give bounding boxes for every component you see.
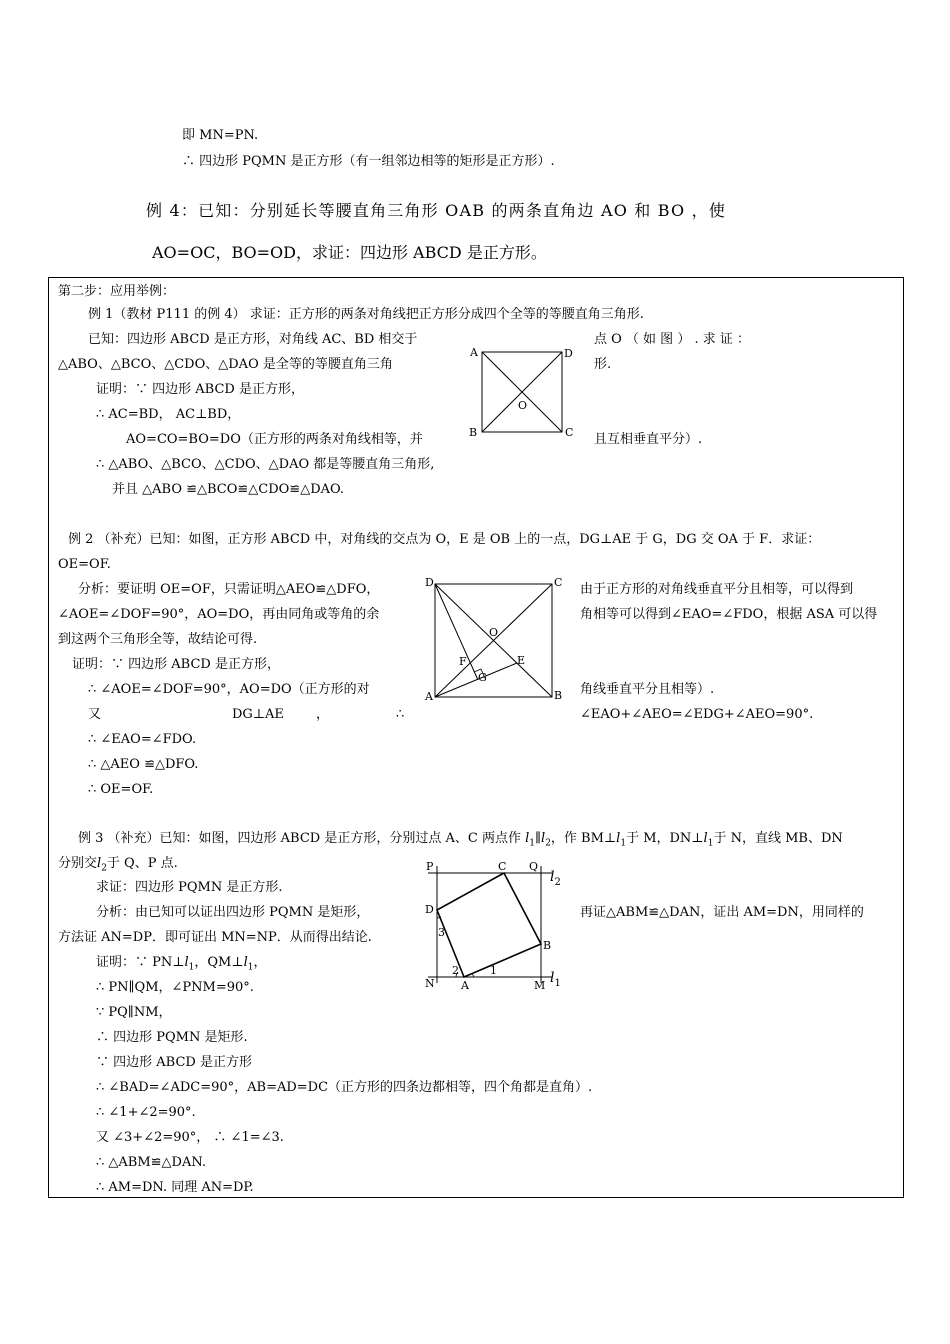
ex3-proof-7: ∴ ∠1+∠2=90°.: [96, 1105, 196, 1120]
ex2-proof-2a: ∴ ∠AOE=∠DOF=90°，AO=DO（正方形的对: [88, 682, 370, 697]
ex2-proof-2b: 角线垂直平分且相等）.: [580, 682, 715, 697]
ex2-proof-1: 证明：∵ 四边形 ABCD 是正方形，: [72, 657, 280, 672]
ex2-square-figure: [420, 575, 570, 705]
ex1-proof-4: ∴ △ABO、△BCO、△CDO、△DAO 都是等腰直角三角形,: [96, 457, 435, 472]
label-g: G: [478, 671, 487, 684]
ex1-proof-3a: AO=CO=BO=DO（正方形的两条对角线相等，并: [126, 432, 423, 447]
ex3-proof-9: ∴ △ABM≌△DAN.: [96, 1155, 207, 1170]
ex2-proof-3d: ∴: [396, 707, 405, 722]
label-f: F: [459, 655, 467, 668]
ex2-proof-3a: 又: [88, 707, 102, 722]
ex3-question: 求证：四边形 PQMN 是正方形.: [96, 880, 283, 895]
ex2-proof-3c: ，: [316, 707, 330, 722]
ex2-proof-6: ∴ OE=OF.: [88, 782, 154, 797]
ex3-proof-1: 证明：∵ $PN\perp l_1$，$QM\perp l_1$，: [96, 955, 267, 973]
ex3-analysis-2: 方法证 AN=DP．即可证出 MN=NP．从而得出结论.: [58, 930, 372, 945]
label-b: B: [543, 939, 552, 952]
ex3-proof-3: ∵ PQ∥NM，: [96, 1005, 172, 1020]
label-n: N: [425, 977, 435, 990]
label-l2: $l_2$: [550, 869, 561, 888]
ex2-analysis-1a: 分析：要证明 OE=OF，只需证明△AEO≌△DFO，: [78, 582, 380, 597]
ex1-line-1b: 点 O （ 如 图 ） . 求 证 ：: [594, 332, 750, 347]
label-d: D: [564, 347, 573, 360]
label-a: A: [461, 979, 469, 992]
ex2-analysis-1b: 由于正方形的对角线垂直平分且相等，可以得到: [580, 582, 854, 597]
label-3: 3: [438, 926, 445, 939]
ex1-proof-5: 并且 △ABO ≌△BCO≌△CDO≌△DAO.: [112, 482, 345, 497]
ex1-line-2a: △ABO、△BCO、△CDO、△DAO 是全等的等腰直角三角: [58, 357, 393, 372]
ex3-proof-5: ∵ 四边形 ABCD 是正方形: [96, 1055, 252, 1070]
label-b: B: [554, 689, 563, 702]
ex1-proof-2: ∴ AC=BD， AC⊥BD，: [96, 407, 241, 422]
label-m: M: [534, 979, 546, 992]
ex1-title: 例 1（教材 P111 的例 4） 求证：正方形的两条对角线把正方形分成四个全等的等腰直角三角形.: [88, 307, 644, 322]
ex2-analysis-2b: 角相等可以得到∠EAO=∠FDO，根据 ASA 可以得: [580, 607, 878, 622]
ex3-title-2: 分别交$l_2$于 Q、P 点.: [58, 856, 178, 874]
top-line-1: 即 MN=PN.: [182, 128, 259, 143]
label-d: D: [425, 576, 434, 589]
ex1-line-2b: 形.: [594, 357, 612, 372]
ex3-proof-10: ∴ AM=DN. 同理 AN=DP.: [96, 1180, 254, 1195]
label-l1: $l_1$: [550, 970, 561, 989]
ex2-title-2: OE=OF.: [58, 557, 111, 572]
label-o: O: [489, 626, 499, 639]
ex3-analysis-1b: 再证△ABM≌△DAN，证出 AM=DN，用同样的: [580, 905, 864, 920]
ex2-proof-5: ∴ △AEO ≌△DFO.: [88, 757, 199, 772]
label-b: B: [469, 426, 478, 439]
ex3-square-figure: [420, 858, 580, 993]
ex1-proof-1: 证明：∵ 四边形 ABCD 是正方形，: [96, 382, 304, 397]
ex1-proof-3b: 且互相垂直平分）.: [594, 432, 703, 447]
top-line-2: ∴ 四边形 PQMN 是正方形（有一组邻边相等的矩形是正方形）.: [182, 154, 555, 169]
ex3-analysis-1a: 分析：由已知可以证出四边形 PQMN 是矩形，: [96, 905, 370, 920]
ex1-square-figure: [465, 343, 585, 443]
label-c: C: [565, 426, 574, 439]
label-2: 2: [452, 964, 459, 977]
label-e: E: [517, 654, 526, 667]
ex3-proof-2: ∴ PN∥QM，∠PNM=90°.: [96, 980, 254, 995]
ex3-proof-8: 又 ∠3+∠2=90°， ∴ ∠1=∠3.: [96, 1130, 284, 1145]
ex1-line-1a: 已知：四边形 ABCD 是正方形，对角线 AC、BD 相交于: [88, 332, 418, 347]
label-p: P: [426, 860, 434, 873]
label-a: A: [470, 346, 478, 359]
ex3-proof-4: ∴ 四边形 PQMN 是矩形.: [96, 1030, 248, 1045]
ex2-proof-3e: ∠EAO+∠AEO=∠EDG+∠AEO=90°.: [580, 707, 814, 722]
ex3-title-1: 例 3 （补充）已知：如图，四边形 ABCD 是正方形，分别过点 A、C 两点作 $l_1\parallel l_2$，作 $BM\perp l_1$于 M，$DN\perp l_1$于 N，直线 MB、DN: [78, 831, 843, 849]
ex3-proof-6: ∴ ∠BAD=∠ADC=90°，AB=AD=DC（正方形的四条边都相等，四个角都是直角）.: [96, 1080, 593, 1095]
step2-heading: 第二步：应用举例：: [58, 284, 176, 299]
ex2-analysis-3: 到这两个三角形全等，故结论可得.: [58, 632, 258, 647]
ex3-title-1a: 例 3 （补充）已知：如图，四边形 ABCD 是正方形，分别过点 A、C 两点作: [78, 831, 526, 846]
label-c: C: [554, 576, 563, 589]
ex2-title-1: 例 2 （补充）已知：如图，正方形 ABCD 中，对角线的交点为 O，E 是 OB 上的一点，DG⊥AE 于 G，DG 交 OA 于 F．求证：: [68, 532, 821, 547]
label-q: Q: [529, 860, 539, 873]
example-4-line-2: AO=OC，BO=OD，求证：四边形 ABCD 是正方形。: [152, 243, 547, 262]
ex2-analysis-2a: ∠AOE=∠DOF=90°，AO=DO，再由同角或等角的余: [58, 607, 380, 622]
label-1: 1: [490, 964, 497, 977]
ex2-proof-4: ∴ ∠EAO=∠FDO.: [88, 732, 197, 747]
label-c: C: [498, 860, 507, 873]
label-o: O: [518, 399, 528, 412]
example-4-line-1: 例 4：已知：分别延长等腰直角三角形 OAB 的两条直角边 AO 和 BO ，使: [146, 201, 727, 220]
label-d: D: [425, 903, 434, 916]
label-a: A: [425, 690, 433, 703]
ex2-proof-3b: DG⊥AE: [232, 707, 284, 722]
